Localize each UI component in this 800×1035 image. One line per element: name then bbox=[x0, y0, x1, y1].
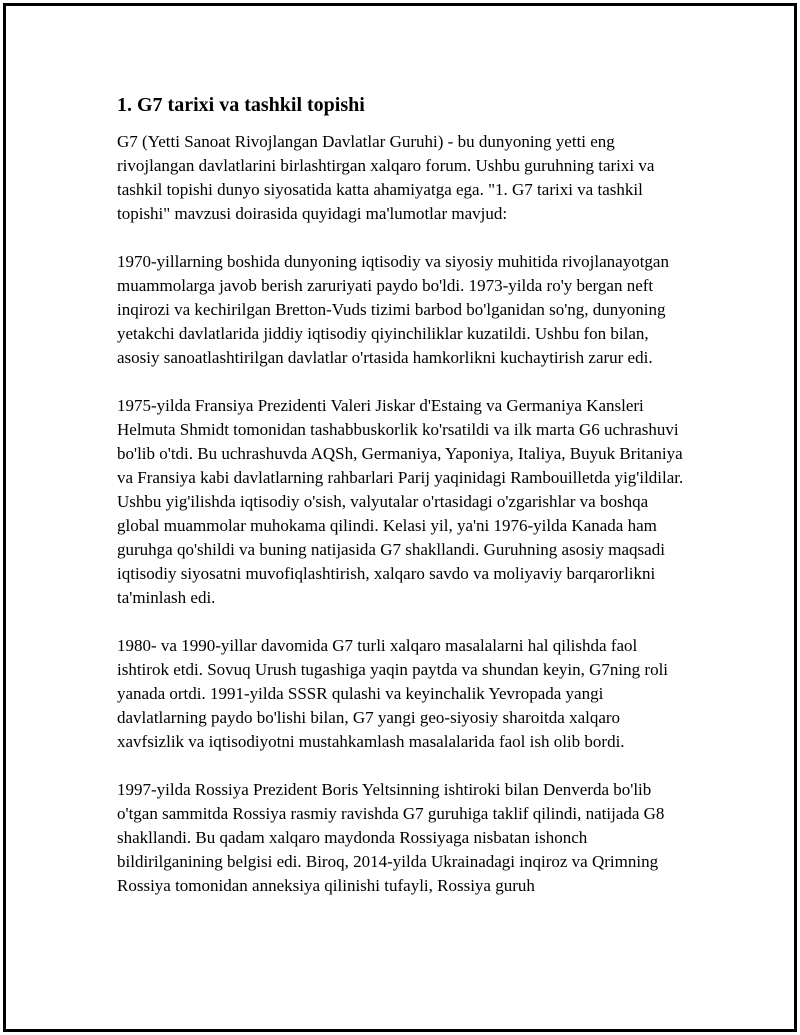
section-heading: 1. G7 tarixi va tashkil topishi bbox=[117, 94, 365, 116]
paragraph-1997: 1997-yilda Rossiya Prezident Boris Yeltsinning ishtiroki bilan Denverda bo'lib o'tgan sammitda Rossiya rasmiy ravishda G7 guruhiga taklif qilindi, natijada G8 shakllandi. Bu qadam xalqaro maydonda Rossiyaga nisbatan ishonch bildirilganining belgisi edi. Biroq, 2014-yilda Ukrainadagi inqiroz va Qrimning Rossiya tomonidan anneksiya qilinishi tufayli, Rossiya guruh bbox=[117, 780, 665, 895]
paragraph-intro: G7 (Yetti Sanoat Rivojlangan Davlatlar Guruhi) - bu dunyoning yetti eng rivojlangan davlatlarini birlashtirgan xalqaro forum. Ushbu guruhning tarixi va tashkil topishi dunyo siyosatida katta ahamiyatga ega. "1. G7 tarixi va tashkil topishi" mavzusi doirasida quyidagi ma'lumotlar mavjud: bbox=[117, 132, 655, 223]
paragraph-1975: 1975-yilda Fransiya Prezidenti Valeri Jiskar d'Estaing va Germaniya Kansleri Helmuta Shmidt tomonidan tashabbuskorlik ko'rsatildi va ilk marta G6 uchrashuvi bo'lib o'tdi. Bu uchrashuvda AQSh, Germaniya, Yaponiya, Italiya, Buyuk Britaniya va Fransiya kabi davlatlarning rahbarlari Parij yaqinidagi Rambouilletda yig'ildilar. Ushbu yig'ilishda iqtisodiy o'sish, valyutalar o'rtasidagi o'zgarishlar va boshqa global muammolar muhokama qilindi. Kelasi yil, ya'ni 1976-yilda Kanada ham guruhga qo'shildi va buning natijasida G7 shakllandi. Guruhning asosiy maqsadi iqtisodiy siyosatni muvofiqlashtirish, xalqaro savdo va moliyaviy barqarorlikni ta'minlash edi. bbox=[117, 396, 684, 607]
paragraph-1970s: 1970-yillarning boshida dunyoning iqtisodiy va siyosiy muhitida rivojlanayotgan muammolarga javob berish zaruriyati paydo bo'ldi. 1973-yilda ro'y bergan neft inqirozi va kechirilgan Bretton-Vuds tizimi barbod bo'lganidan so'ng, dunyoning yetakchi davlatlarida jiddiy iqtisodiy qiyinchiliklar kuzatildi. Ushbu fon bilan, asosiy sanoatlashtirilgan davlatlar o'rtasida hamkorlikni kuchaytirish zarur edi. bbox=[117, 252, 669, 367]
paragraph-1980s-1990s: 1980- va 1990-yillar davomida G7 turli xalqaro masalalarni hal qilishda faol ishtirok etdi. Sovuq Urush tugashiga yaqin paytda va shundan keyin, G7ning roli yanada ortdi. 1991-yilda SSSR qulashi va keyinchalik Yevropada yangi davlatlarning paydo bo'lishi bilan, G7 yangi geo-siyosiy sharoitda xalqaro xavfsizlik va iqtisodiyotni mustahkamlash masalalarida faol ish olib bordi. bbox=[117, 636, 669, 751]
document-body bbox=[117, 92, 687, 922]
